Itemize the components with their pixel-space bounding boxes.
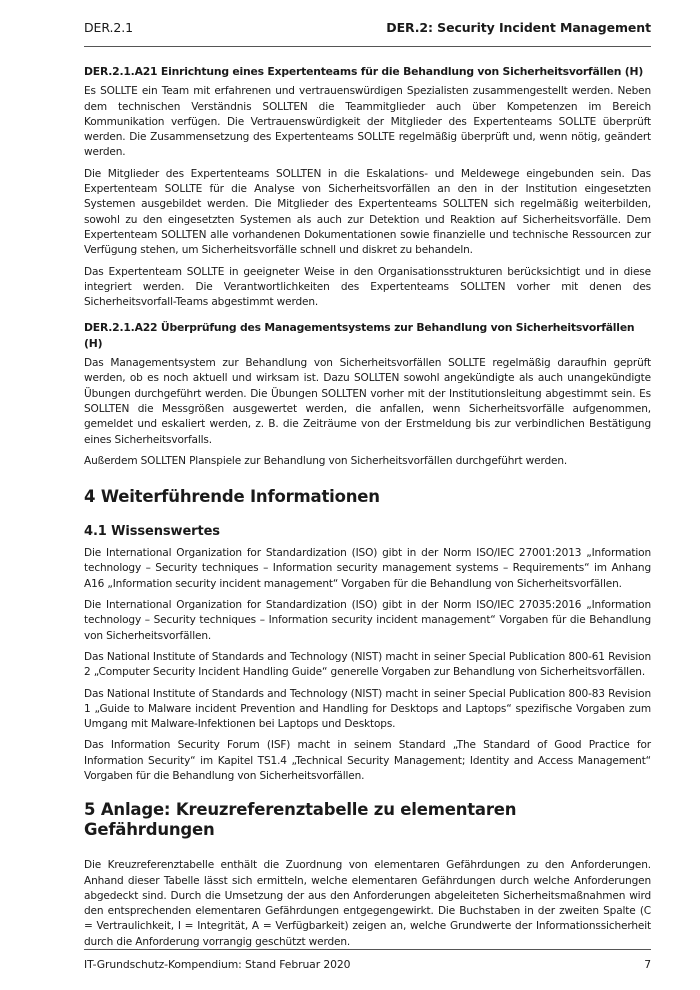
page-content — [84, 62, 651, 956]
requirement-a22-paragraph: Außerdem SOLLTEN Planspiele zur Behandlung von Sicherheitsvorfällen durchgeführt werden. — [84, 454, 568, 467]
section-5-paragraph: Die Kreuzreferenztabelle enthält die Zuordnung von elementaren Gefährdungen zu den Anforderungen. Anhand dieser Tabelle lässt sich ermitteln, welche elementaren Gefährdungen durch welche Anforderungen abgedeckt sind. Durch die Umsetzung der aus den Anforderungen abgeleiteten Sicherheitsmaßnahmen wird den entsprechenden elementaren Gefährdungen entgegengewirkt. Die Buchstaben in der zweiten Spalte (C = Vertraulichkeit, I = Integrität, A = Verfügbarkeit) zeigen an, welche Grundwerte der Informationssicherheit durch die Anforderung vorrangig geschützt werden. — [84, 859, 651, 948]
section-4-1-heading: 4.1 Wissenswertes — [84, 524, 220, 540]
requirement-a21-paragraph: Das Expertenteam SOLLTE in geeigneter Weise in den Organisationsstrukturen berücksichtigt und in diese integriert werden. Die Verantwortlichkeiten des Expertenteams SOLLTEN vorher mit denen des Sicherheitsvorfall-Teams abgestimmt werden. — [84, 265, 651, 309]
requirement-a21-paragraph: Die Mitglieder des Expertenteams SOLLTEN in die Eskalations- und Meldewege eingebunden sein. Das Expertenteam SOLLTE für die Analyse von Sicherheitsvorfällen an den in der Institution eingesetzten Systemen ausgebildet werden. Die Mitglieder des Expertenteams SOLLTEN sich regelmäßig weiterbilden, sowohl zu den eingesetzten Systemen als auch zur Detektion und Reaktion auf Sicherheitsvorfälle. Dem Expertenteam SOLLTEN alle vorhandenen Dokumentationen sowie finanzielle und technische Ressourcen zur Verfügung stehen, um Sicherheitsvorfälle schnell und diskret zu behandeln. — [84, 167, 651, 257]
page-header — [84, 20, 651, 47]
requirement-a21-paragraph: Es SOLLTE ein Team mit erfahrenen und vertrauenswürdigen Spezialisten zusammengestellt werden. Neben dem technischen Verständnis SOLLTEN die Teammitglieder auch über Kompetenzen im Bereich Kommunikation verfügen. Die Vertrauenswürdigkeit der Mitglieder des Expertenteams SOLLTE überprüft werden. Die Zusammensetzung des Expertenteams SOLLTE regelmäßig überprüft und, wenn nötig, geändert werden. — [84, 85, 651, 159]
section-4-heading: 4 Weiterführende Informationen — [84, 487, 380, 507]
page-number: 7 — [644, 958, 651, 971]
requirement-a22-paragraph: Das Managementsystem zur Behandlung von Sicherheitsvorfällen SOLLTE regelmäßig daraufhin geprüft werden, ob es noch aktuell und wirksam ist. Dazu SOLLTEN sowohl angekündigte als auch unangekündigte Übungen durchgeführt werden. Die Übungen SOLLTEN vorher mit der Institutionsleitung abgestimmt sein. Es SOLLTEN die Messgrößen ausgewertet werden, die anfallen, wenn Sicherheitsvorfälle aufgenommen, gemeldet und eskaliert werden, z. B. die Zeiträume von der Erstmeldung bis zur verbindlichen Bestätigung eines Sicherheitsvorfalls. — [84, 357, 651, 446]
section-4-1-paragraph: Das National Institute of Standards and Technology (NIST) macht in seiner Special Publication 800-83 Revision 1 „Guide to Malware incident Prevention and Handling for Desktops and Laptops“ spezifische Vorgaben zum Umgang mit Malware-Infektionen bei Laptops und Desktops. — [84, 687, 651, 731]
header-module-id: DER.2.1 — [84, 20, 133, 35]
footer-publication: IT-Grundschutz-Kompendium: Stand Februar 2020 — [84, 958, 351, 971]
page-footer — [84, 949, 651, 971]
section-4-1-paragraph: Die International Organization for Standardization (ISO) gibt in der Norm ISO/IEC 27001:2013 „Information technology – Security techniques – Information security management systems – Requirements“ im Anhang A16 „Information security incident management“ Vorgaben für die Behandlung von Sicherheitsvorfällen. — [84, 547, 651, 590]
requirement-a22-title: DER.2.1.A22 Überprüfung des Managementsystems zur Behandlung von Sicherheitsvorfällen (H) — [84, 321, 635, 350]
header-module-title: DER.2: Security Incident Management — [386, 20, 651, 35]
section-4-1-paragraph: Das National Institute of Standards and Technology (NIST) macht in seiner Special Publication 800-61 Revision 2 „Computer Security Incident Handling Guide“ generelle Vorgaben zur Behandlung von Sicherheitsvorfällen. — [84, 650, 651, 679]
section-4-1-paragraph: Die International Organization for Standardization (ISO) gibt in der Norm ISO/IEC 27035:2016 „Information technology – Security techniques – Information security incident management“ Vorgaben für die Behandlung von Sicherheitsvorfällen. — [84, 599, 651, 642]
section-5-heading: 5 Anlage: Kreuzreferenztabelle zu elementaren Gefährdungen — [84, 800, 517, 840]
section-4-1-paragraph: Das Information Security Forum (ISF) macht in seinem Standard „The Standard of Good Practice for Information Security“ im Kapitel TS1.4 „Technical Security Management; Identity and Access Management“ Vorgaben für die Behandlung von Sicherheitsvorfällen. — [84, 739, 651, 782]
requirement-a21-title: DER.2.1.A21 Einrichtung eines Expertenteams für die Behandlung von Sicherheitsvorfällen (H) — [84, 65, 644, 78]
